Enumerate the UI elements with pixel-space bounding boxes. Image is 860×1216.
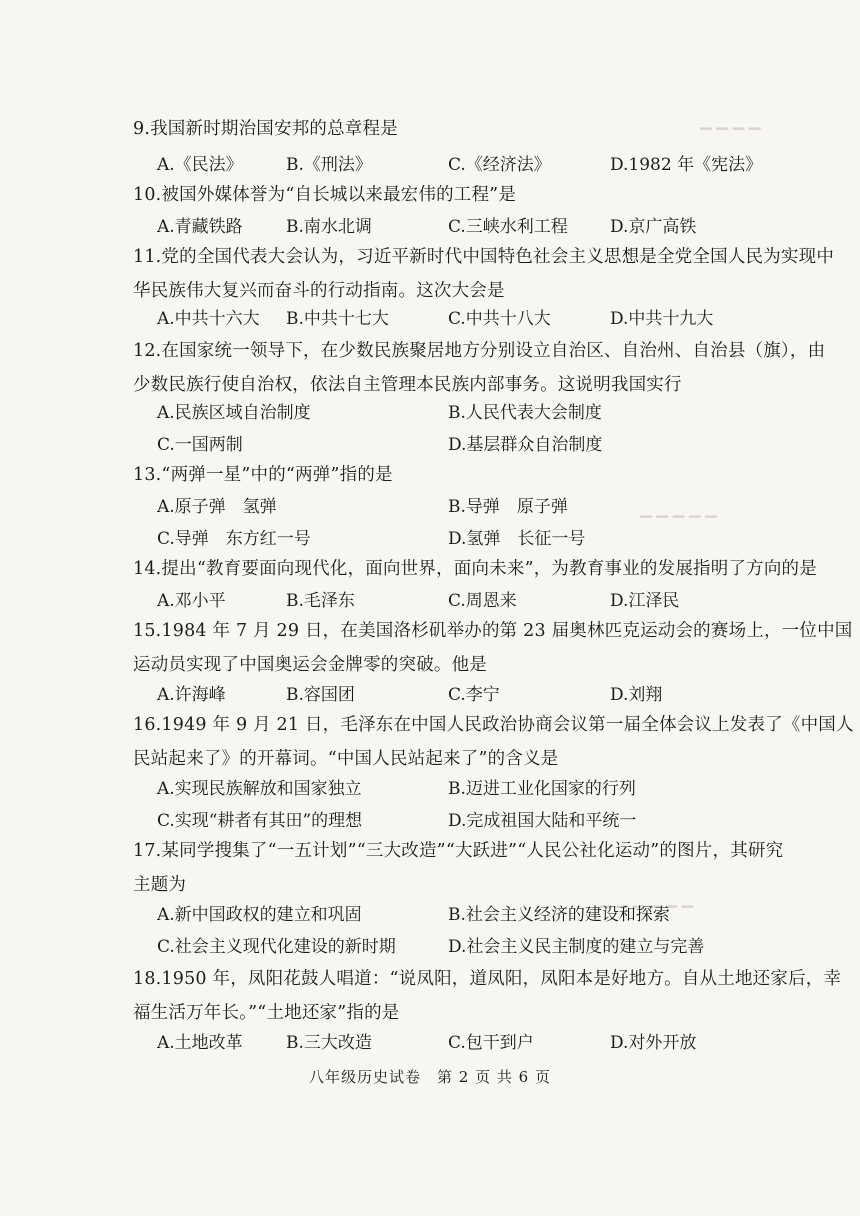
question-9-option-c: C.《经济法》	[448, 155, 551, 175]
question-12-option-c: C.一国两制	[157, 435, 243, 455]
question-18-option-b: B.三大改造	[286, 1033, 372, 1053]
question-15-option-b: B.容国团	[286, 685, 355, 705]
question-16-stem	[133, 708, 854, 776]
question-13-option-b: B.导弹 原子弹	[448, 497, 568, 517]
question-9-option-d: D.1982 年《宪法》	[610, 155, 763, 175]
question-15-option-c: C.李宁	[448, 685, 500, 705]
question-17-line-1: 17.某同学搜集了“一五计划”“三大改造”“大跃进”“人民公社化运动”的图片，其研究	[133, 841, 784, 861]
question-13-line-1: 13.“两弹一星”中的“两弹”指的是	[133, 465, 393, 485]
question-10-option-b: B.南水北调	[286, 217, 372, 237]
question-18-stem	[133, 962, 842, 1030]
question-12-option-d: D.基层群众自治制度	[448, 435, 603, 455]
question-9-stem	[133, 112, 773, 146]
question-18-option-d: D.对外开放	[610, 1033, 697, 1053]
question-18-option-a: A.土地改革	[157, 1033, 243, 1053]
bleed-through-mark: ▁ ▁ ▁ ▁ ▁ ▁	[600, 890, 694, 908]
question-11-line-1: 11.党的全国代表大会认为，习近平新时代中国特色社会主义思想是全党全国人民为实现中	[133, 247, 835, 267]
question-13-option-c: C.导弹 东方红一号	[157, 529, 311, 549]
question-14-option-a: A.邓小平	[157, 591, 226, 611]
question-18-line-2: 福生活万年长。”“土地还家”指的是	[133, 1003, 400, 1023]
bleed-through-mark: ▁ ▁ ▁ ▁	[700, 112, 761, 130]
question-14-line-1: 14.提出“教育要面向现代化，面向世界，面向未来”，为教育事业的发展指明了方向的是	[133, 559, 817, 579]
bleed-through-mark: ▁ ▁ ▁ ▁ ▁	[640, 500, 717, 518]
question-17-option-b: B.社会主义经济的建设和探索	[448, 905, 670, 925]
question-15-line-1: 15.1984 年 7 月 29 日，在美国洛杉矶举办的第 23 届奥林匹克运动会的赛场上，一位中国	[133, 621, 853, 641]
question-11-option-d: D.中共十九大	[610, 309, 714, 329]
question-10-option-c: C.三峡水利工程	[448, 217, 568, 237]
question-17-option-c: C.社会主义现代化建设的新时期	[157, 937, 396, 957]
question-12-line-1: 12.在国家统一领导下，在少数民族聚居地方分别设立自治区、自治州、自治县（旗），由	[133, 341, 826, 361]
page-footer: 八年级历史试卷 第 2 页 共 6 页	[309, 1068, 551, 1086]
question-14-option-c: C.周恩来	[448, 591, 517, 611]
question-12-line-2: 少数民族行使自治权，依法自主管理本民族内部事务。这说明我国实行	[133, 375, 682, 395]
question-9-line-1: 9.我国新时期治国安邦的总章程是	[133, 119, 398, 139]
question-16-option-b: B.迈进工业化国家的行列	[448, 779, 636, 799]
question-10-stem	[133, 178, 773, 212]
question-12-option-a: A.民族区域自治制度	[157, 403, 311, 423]
question-17-option-a: A.新中国政权的建立和巩固	[157, 905, 362, 925]
question-13-stem	[133, 458, 773, 492]
question-11-line-2: 华民族伟大复兴而奋斗的行动指南。这次大会是	[133, 281, 505, 301]
question-12-option-b: B.人民代表大会制度	[448, 403, 602, 423]
question-10-option-a: A.青藏铁路	[157, 217, 243, 237]
question-18-option-c: C.包干到户	[448, 1033, 534, 1053]
question-16-option-a: A.实现民族解放和国家独立	[157, 779, 362, 799]
question-17-option-d: D.社会主义民主制度的建立与完善	[448, 937, 705, 957]
question-16-option-d: D.完成祖国大陆和平统一	[448, 811, 637, 831]
question-17-line-2: 主题为	[133, 875, 187, 895]
question-14-stem	[133, 552, 817, 586]
question-9-option-a: A.《民法》	[157, 155, 243, 175]
question-10-option-d: D.京广高铁	[610, 217, 697, 237]
question-13-option-a: A.原子弹 氢弹	[157, 497, 277, 517]
question-15-option-d: D.刘翔	[610, 685, 663, 705]
question-11-option-c: C.中共十八大	[448, 309, 551, 329]
question-13-option-d: D.氢弹 长征一号	[448, 529, 586, 549]
question-11-option-a: A.中共十六大	[157, 309, 260, 329]
question-16-line-2: 民站起来了》的开幕词。“中国人民站起来了”的含义是	[133, 749, 559, 769]
question-17-stem	[133, 834, 784, 902]
question-16-option-c: C.实现“耕者有其田”的理想	[157, 811, 363, 831]
question-12-stem	[133, 334, 826, 402]
question-9-option-b: B.《刑法》	[286, 155, 372, 175]
question-11-stem	[133, 240, 835, 308]
question-11-option-b: B.中共十七大	[286, 309, 389, 329]
question-15-stem	[133, 614, 853, 682]
question-18-line-1: 18.1950 年，凤阳花鼓人唱道：“说凤阳，道凤阳，凤阳本是好地方。自从土地还家后，幸	[133, 969, 842, 989]
question-14-option-d: D.江泽民	[610, 591, 680, 611]
question-15-option-a: A.许海峰	[157, 685, 226, 705]
question-16-line-1: 16.1949 年 9 月 21 日，毛泽东在中国人民政治协商会议第一届全体会议上发表了《中国人	[133, 715, 854, 735]
question-10-line-1: 10.被国外媒体誉为“自长城以来最宏伟的工程”是	[133, 185, 517, 205]
question-15-line-2: 运动员实现了中国奥运会金牌零的突破。他是	[133, 655, 487, 675]
question-14-option-b: B.毛泽东	[286, 591, 355, 611]
